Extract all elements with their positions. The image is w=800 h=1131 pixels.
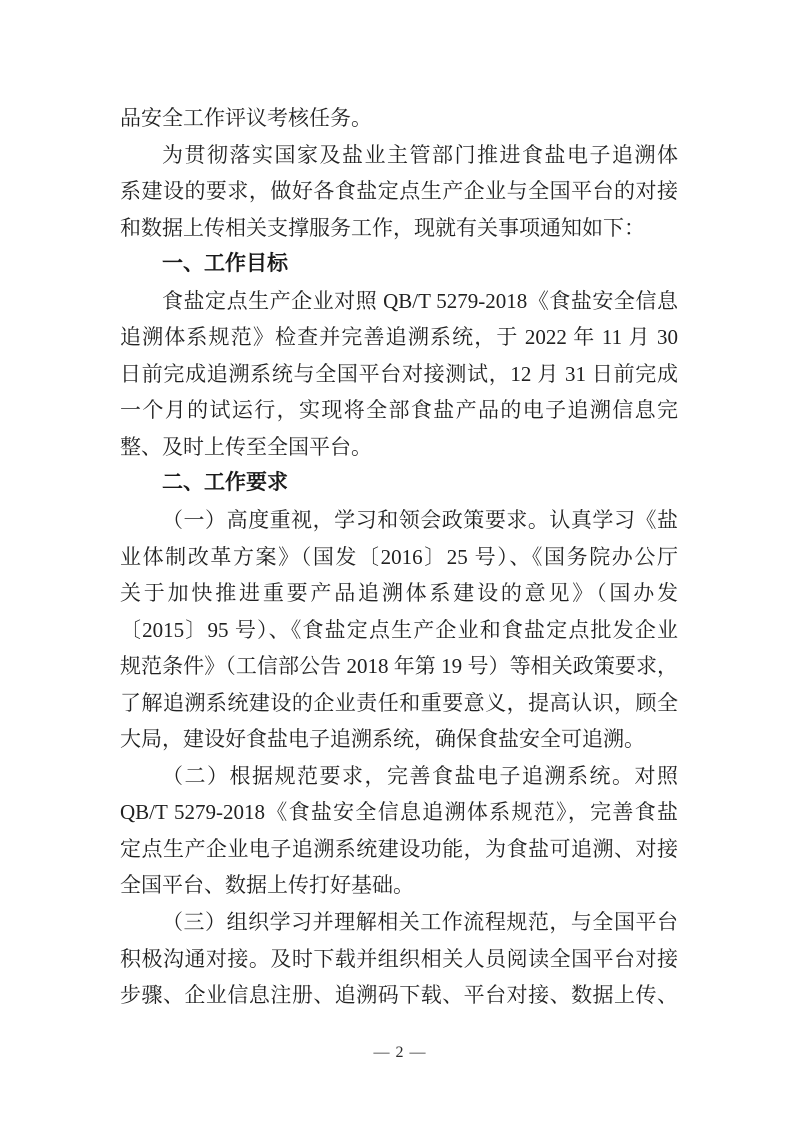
paragraph-continuation — [120, 100, 678, 137]
paragraph-line: 积极沟通对接。及时下载并组织相关人员阅读全国平台对接 — [120, 946, 678, 971]
paragraph-line: （二）根据规范要求，完善食盐电子追溯系统。对照 — [162, 763, 678, 788]
document-body — [120, 100, 678, 1014]
paragraph-line: 追溯体系规范》检查并完善追溯系统，于 2022 年 11 月 30 — [120, 325, 678, 350]
heading-line: 一、工作目标 — [162, 252, 288, 276]
paragraph-line: 大局，建设好食盐电子追溯系统，确保食盐安全可追溯。 — [120, 727, 645, 752]
paragraph-line: （一）高度重视，学习和领会政策要求。认真学习《盐 — [162, 508, 678, 533]
paragraph-line: 和数据上传相关支撑服务工作，现就有关事项通知如下： — [120, 215, 645, 240]
paragraph-requirement-1 — [120, 502, 678, 758]
paragraph-line: 一个月的试运行，实现将全部食盐产品的电子追溯信息完 — [120, 398, 678, 423]
paragraph-line: 规范条件》（工信部公告 2018 年第 19 号）等相关政策要求， — [120, 654, 678, 679]
paragraph-line: 全国平台、数据上传打好基础。 — [120, 873, 414, 898]
paragraph-line: （三）组织学习并理解相关工作流程规范，与全国平台 — [162, 910, 678, 935]
paragraph-intro — [120, 137, 678, 247]
paragraph-line: 为贯彻落实国家及盐业主管部门推进食盐电子追溯体 — [162, 142, 678, 167]
paragraph-requirement-2 — [120, 758, 678, 904]
paragraph-line: 〔2015〕95 号）、《食盐定点生产企业和食盐定点批发企业 — [120, 617, 678, 642]
paragraph-line: 品安全工作评议考核任务。 — [120, 106, 372, 130]
heading-line: 二、工作要求 — [162, 471, 288, 495]
paragraph-line: 日前完成追溯系统与全国平台对接测试，12 月 31 日前完成 — [120, 361, 678, 386]
paragraph-line: 关于加快推进重要产品追溯体系建设的意见》（国办发 — [120, 581, 678, 606]
page-number: — 2 — — [373, 1044, 427, 1061]
paragraph-line: 系建设的要求，做好各食盐定点生产企业与全国平台的对接 — [120, 179, 678, 204]
paragraph-work-target — [120, 283, 678, 466]
section-heading-work-target — [120, 246, 678, 283]
paragraph-line: 了解追溯系统建设的企业责任和重要意义，提高认识，顾全 — [120, 690, 678, 715]
section-heading-work-requirements — [120, 465, 678, 502]
paragraph-line: 步骤、企业信息注册、追溯码下载、平台对接、数据上传、 — [120, 983, 678, 1008]
paragraph-line: QB/T 5279-2018《食盐安全信息追溯体系规范》，完善食盐 — [120, 800, 678, 825]
paragraph-line: 业体制改革方案》（国发〔2016〕25 号）、《国务院办公厅 — [120, 544, 678, 569]
paragraph-line: 定点生产企业电子追溯系统建设功能，为食盐可追溯、对接 — [120, 836, 678, 861]
paragraph-line: 整、及时上传至全国平台。 — [120, 434, 372, 459]
paragraph-line: 食盐定点生产企业对照 QB/T 5279-2018《食盐安全信息 — [162, 288, 678, 313]
paragraph-requirement-3 — [120, 904, 678, 1014]
